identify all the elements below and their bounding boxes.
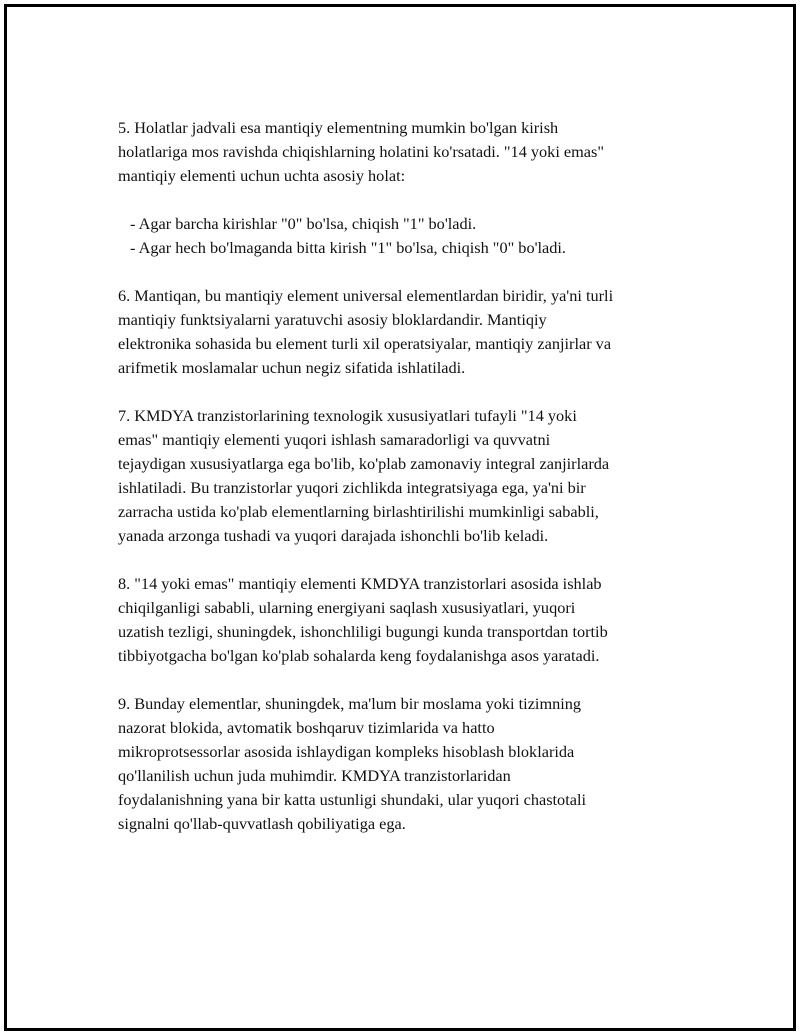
document-body xyxy=(118,116,688,860)
list-item: - Agar barcha kirishlar "0" bo'lsa, chiqish "1" bo'ladi. xyxy=(130,214,477,233)
paragraph-8: 8. "14 yoki emas" mantiqiy elementi KMDYA tranzistorlari asosida ishlab chiqilganligi sababli, ularning energiyani saqlash xususiyatlari, yuqori uzatish tezligi, shuningdek, ishonchliligi bugungi kunda transportdan tortib tibbiyotgacha bo'lgan ko'plab sohalarda keng foydalanishga asos yaratadi. xyxy=(118,574,608,665)
paragraph-6: 6. Mantiqan, bu mantiqiy element universal elementlardan biridir, ya'ni turli mantiqiy funktsiyalarni yaratuvchi asosiy bloklardandir. Mantiqiy elektronika sohasida bu element turli xil operatsiyalar, mantiqiy zanjirlar va arifmetik moslamalar uchun negiz sifatida ishlatiladi. xyxy=(118,286,614,377)
paragraph-5: 5. Holatlar jadvali esa mantiqiy elementning mumkin bo'lgan kirish holatlariga mos ravishda chiqishlarning holatini ko'rsatadi. "14 yoki emas" mantiqiy elementi uchun uchta asosiy holat: xyxy=(118,118,605,185)
paragraph-9: 9. Bunday elementlar, shuningdek, ma'lum bir moslama yoki tizimning nazorat blokida, avtomatik boshqaruv tizimlarida va hatto mikroprotsessorlar asosida ishlaydigan kompleks hisoblash bloklarida qo'llanilish uchun juda muhimdir. KMDYA tranzistorlaridan foydalanishning yana bir katta ustunligi shundaki, ular yuqori chastotali signalni qo'llab-quvvatlash qobiliyatiga ega. xyxy=(118,694,586,833)
paragraph-7: 7. KMDYA tranzistorlarining texnologik xususiyatlari tufayli "14 yoki emas" mantiqiy elementi yuqori ishlash samaradorligi va quvvatni tejaydigan xususiyatlarga ega bo'lib, ko'plab zamonaviy integral zanjirlarda ishlatiladi. Bu tranzistorlar yuqori zichlikda integratsiyaga ega, ya'ni bir zarracha ustida ko'plab elementlarning birlashtirilishi mumkinligi sababli, yanada arzonga tushadi va yuqori darajada ishonchli bo'lib keladi. xyxy=(118,406,610,545)
list-item: - Agar hech bo'lmaganda bitta kirish "1" bo'lsa, chiqish "0" bo'ladi. xyxy=(130,238,566,257)
state-list xyxy=(118,212,688,260)
